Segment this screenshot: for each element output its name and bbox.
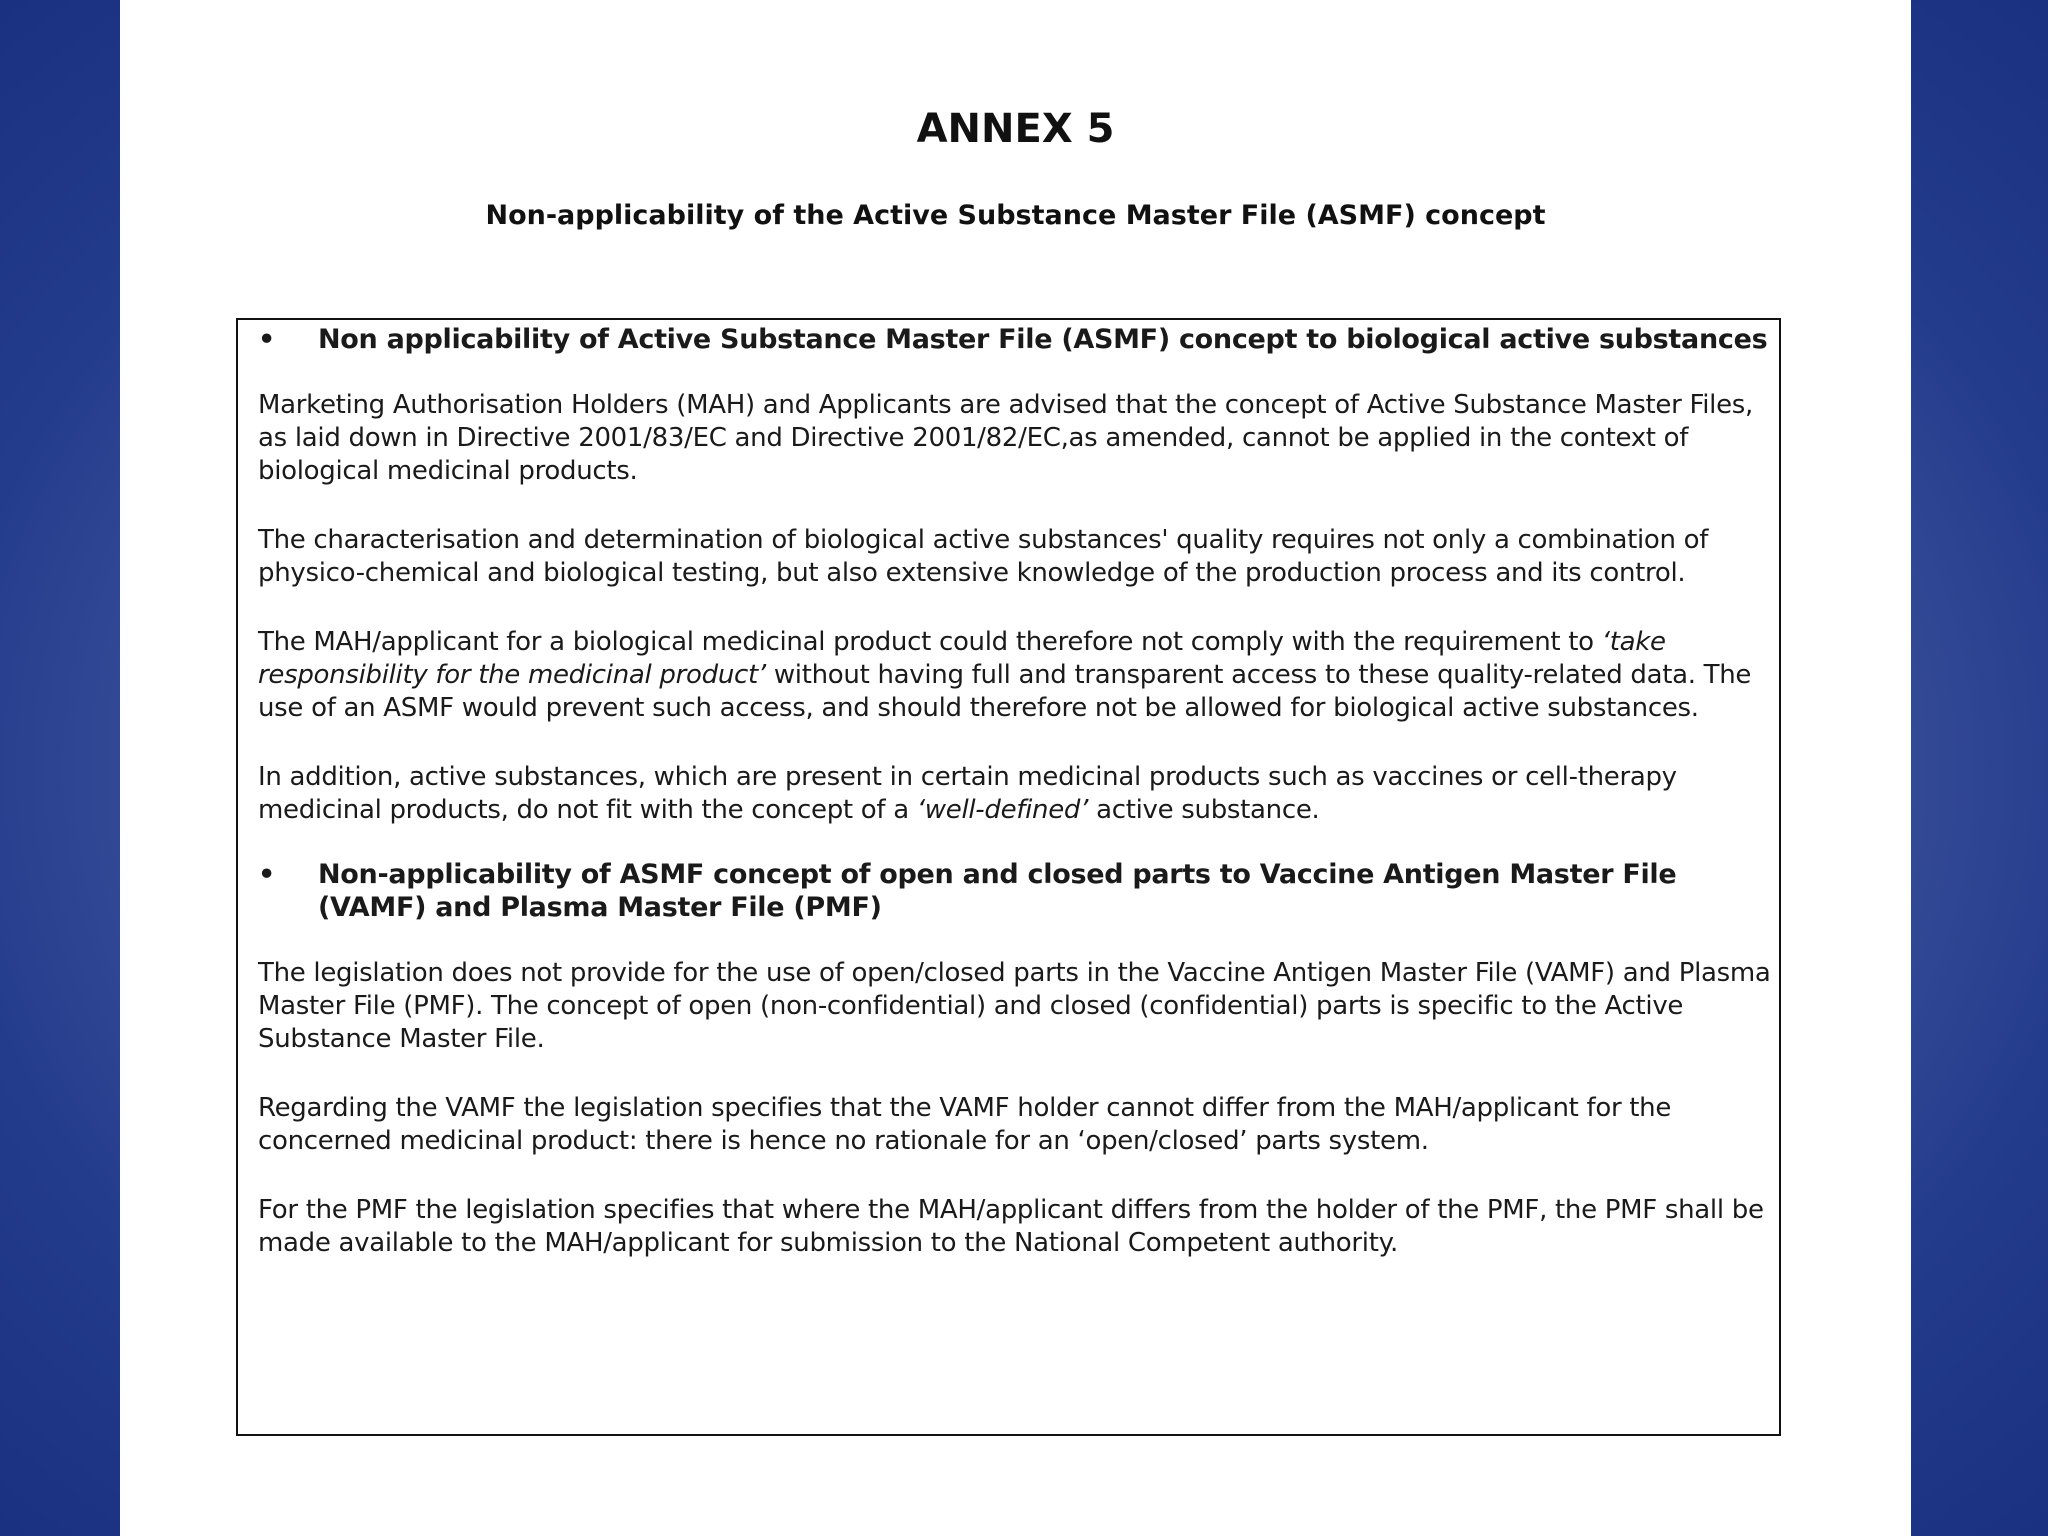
emphasis-text: ‘take responsibility for the medicinal product’ — [258, 627, 1666, 690]
paragraph: Marketing Authorisation Holders (MAH) and Applicants are advised that the concept of Active Substance Master Files, as laid down in Directive 2001/83/EC and Directive 2001/82/EC,as amended, cannot be applied in the context of biological medicinal products. — [258, 390, 1753, 486]
content-box — [236, 318, 1781, 1436]
paragraph: The legislation does not provide for the use of open/closed parts in the Vaccine Antigen Master File (VAMF) and Plasma Master File (PMF). The concept of open (non-confidential) and closed (confidential) parts is specific to the Active Substance Master File. — [258, 958, 1771, 1054]
paragraph-text: active substance. — [1088, 795, 1320, 825]
annex-title: ANNEX 5 — [916, 106, 1115, 152]
paragraph — [258, 626, 1771, 725]
section-heading-text: Non applicability of Active Substance Master File (ASMF) concept to biological active substances — [318, 324, 1768, 355]
bullet-icon: • — [258, 324, 275, 355]
paragraph: Regarding the VAMF the legislation specifies that the VAMF holder cannot differ from the MAH/applicant for the concerned medicinal product: there is hence no rationale for an ‘open/closed’ parts system. — [258, 1093, 1672, 1156]
paragraph: For the PMF the legislation specifies that where the MAH/applicant differs from the holder of the PMF, the PMF shall be made available to the MAH/applicant for submission to the National Competent authority. — [258, 1195, 1764, 1258]
emphasis-text: ‘well-defined’ — [916, 795, 1089, 825]
section-heading-text: Non-applicability of ASMF concept of open and closed parts to Vaccine Antigen Master File (VAMF) and Plasma Master File (PMF) — [318, 859, 1677, 923]
paragraph-text: The MAH/applicant for a biological medicinal product could therefore not comply with the requirement to — [258, 627, 1602, 657]
paragraph — [258, 761, 1771, 827]
annex-subtitle: Non-applicability of the Active Substance Master File (ASMF) concept — [485, 200, 1546, 231]
bullet-icon: • — [258, 859, 275, 890]
paragraph: The characterisation and determination of biological active substances' quality requires not only a combination of physico-chemical and biological testing, but also extensive knowledge of the production process and its control. — [258, 525, 1709, 588]
paragraph-text: In addition, active substances, which are present in certain medicinal products such as vaccines or cell-therapy medicinal products, do not fit with the concept of a — [258, 762, 1677, 825]
paragraph-text: without having full and transparent access to these quality-related data. The use of an ASMF would prevent such access, and should therefore not be allowed for biological active substances. — [258, 660, 1752, 723]
section-heading-vamf-pmf — [258, 858, 1771, 924]
slide-page — [120, 0, 1911, 1536]
section-heading-asmf-biological — [258, 323, 1771, 356]
